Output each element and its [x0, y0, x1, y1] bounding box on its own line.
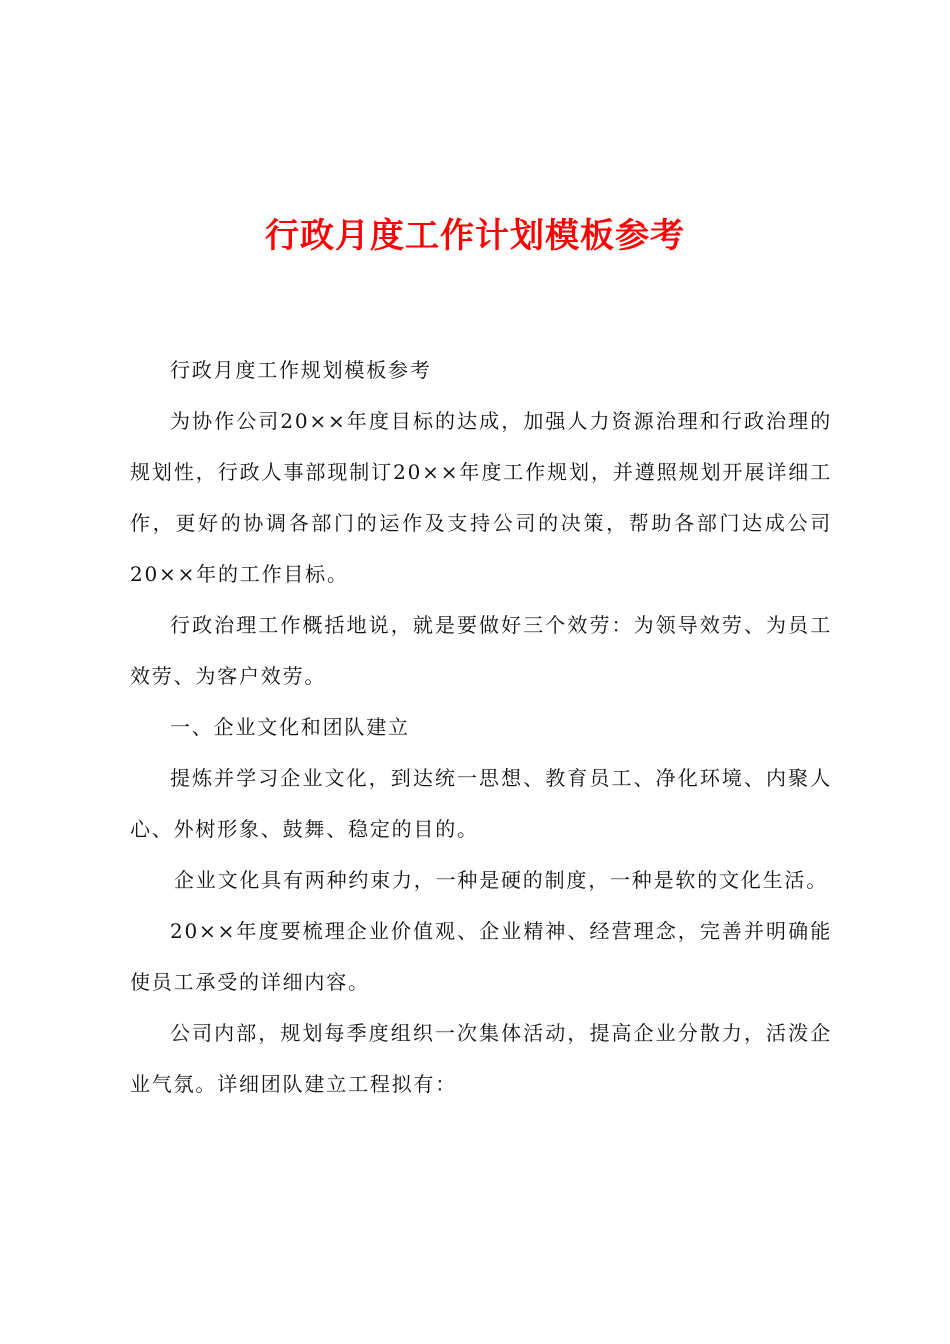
paragraph-intro: 为协作公司20××年度目标的达成，加强人力资源治理和行政治理的规划性，行政人事部现制订20××年度工作规划，并遵照规划开展详细工作，更好的协调各部门的运作及支持公司的决策，帮助各部门达成公司20××年的工作目标。: [130, 409, 832, 586]
section-heading-culture: 一、企业文化和团队建立: [170, 715, 410, 739]
paragraph-team-activities: 公司内部，规划每季度组织一次集体活动，提高企业分散力，活泼企业气氛。详细团队建立工程拟有：: [130, 1021, 832, 1096]
paragraph-services: 行政治理工作概括地说，就是要做好三个效劳：为领导效劳、为员工效劳、为客户效劳。: [130, 613, 832, 688]
paragraph-culture-constraints: 企业文化具有两种约束力，一种是硬的制度，一种是软的文化生活。: [174, 868, 828, 892]
document-title: 行政月度工作计划模板参考: [265, 216, 685, 256]
document-body: [130, 345, 832, 1110]
paragraph-values: 20××年度要梳理企业价值观、企业精神、经营理念，完善并明确能使员工承受的详细内容。: [130, 919, 832, 994]
paragraph-culture-goals: 提炼并学习企业文化，到达统一思想、教育员工、净化环境、内聚人心、外树形象、鼓舞、稳定的目的。: [130, 766, 832, 841]
paragraph-subtitle: 行政月度工作规划模板参考: [170, 358, 432, 382]
